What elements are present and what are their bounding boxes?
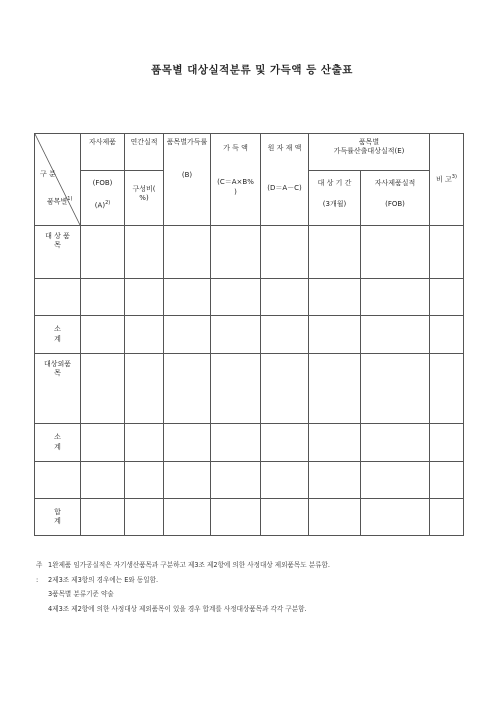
footnote: 3품목별 분류기준 약술: [48, 590, 114, 598]
footnote: : 2제3조 제3항의 경우에는 E와 동일함.: [36, 575, 159, 584]
row-label-subtotal: 소 계: [35, 316, 81, 354]
gubun-label: 구 분: [40, 170, 56, 178]
gubun-header: [35, 134, 81, 226]
table-row: [35, 226, 464, 279]
annual-header: 연간실적: [125, 134, 164, 171]
own-product-fob-header: (FOB) $(A)^{2)}$: [81, 171, 125, 226]
row-label-target: 대 상 품 목: [35, 226, 81, 279]
diagonal-divider: [35, 134, 80, 225]
page-title: 품목별 대상실적분류 및 가득액 등 산출표: [151, 64, 353, 76]
row-label-subtotal: 소 계: [35, 424, 81, 462]
target-performance-header: 품목별 가득률산출대상실적(E): [309, 134, 430, 171]
own-product-header: 자사제품: [81, 134, 125, 171]
table-row: [35, 424, 464, 462]
remarks-header: 비 고$^{3)}$: [430, 134, 464, 226]
earning-amount-header: 가 득 액 (C＝A×B% ): [211, 134, 261, 226]
own-perf-header: 자사제품실적 (FOB): [361, 171, 430, 226]
item-label: 품목별$^{1)}$: [47, 196, 73, 206]
table-row: [35, 279, 464, 316]
table-row: [35, 499, 464, 536]
footnotes: [36, 558, 330, 616]
footnote: 주 1완제품 임가공실적은 자기생산품목과 구분하고 제3조 제2항에 의한 사정대상 제외품목도 분류함.: [36, 561, 330, 569]
calculation-table: [34, 133, 464, 536]
period-header: 대 상 기 간 (3개월): [309, 171, 361, 226]
row-label-non-target: 대상외품목: [35, 354, 81, 424]
table-row: [35, 316, 464, 354]
footnote: 4제3조 제2항에 의한 사정대상 제외품목이 있을 경우 합계를 사정대상품목과 각각 구분함.: [48, 604, 307, 613]
row-label-total: 합 계: [35, 499, 81, 536]
earning-rate-header: 품목별가득률 (B): [164, 134, 211, 226]
composition-header: 구성비( %): [125, 171, 164, 226]
raw-material-header: 원 자 재 액 (D＝A－C): [261, 134, 309, 226]
table-row: [35, 354, 464, 424]
table-row: [35, 462, 464, 499]
